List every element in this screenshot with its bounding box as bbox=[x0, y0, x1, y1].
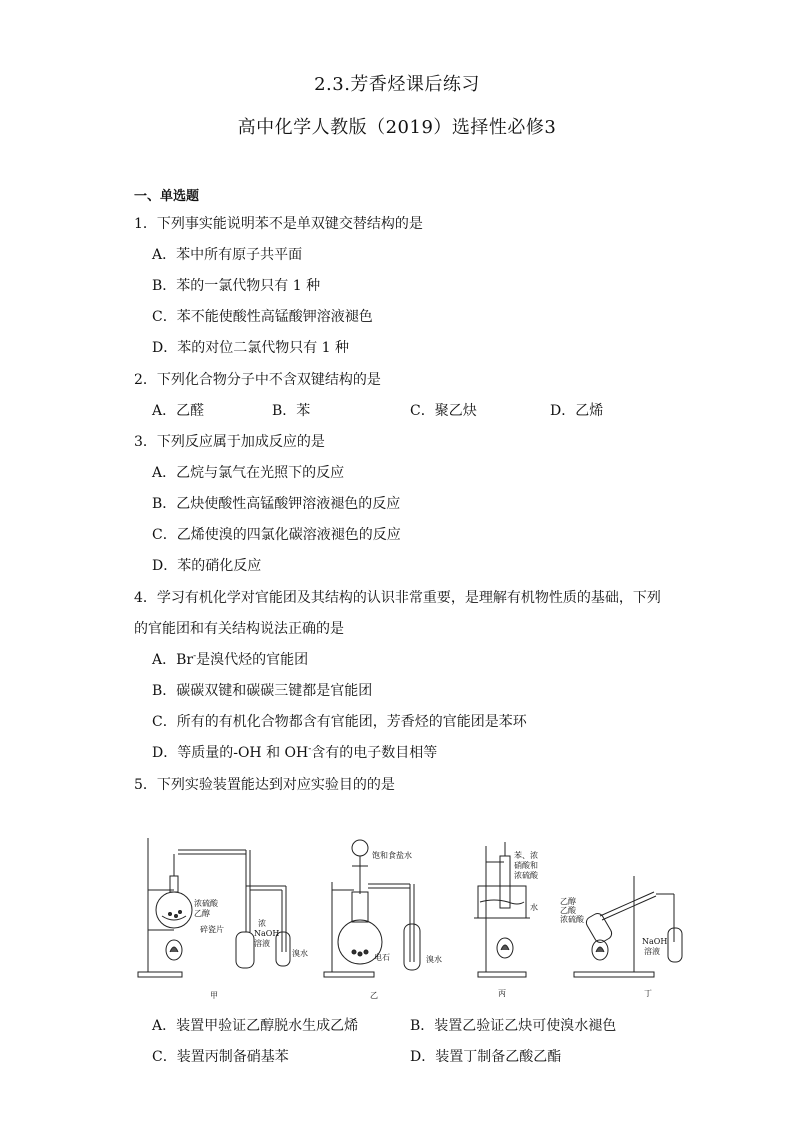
label-ding-solution: 溶液 bbox=[644, 947, 660, 956]
caption-ding: 丁 bbox=[644, 989, 652, 998]
label-ding-2: 乙酸 bbox=[560, 906, 576, 915]
question-4-option-c: C．所有的有机化合物都含有官能团，芳香烃的官能团是苯环 bbox=[152, 714, 527, 730]
label-benzene-mix-1: 苯、浓 bbox=[514, 851, 538, 860]
question-3-stem: 3．下列反应属于加成反应的是 bbox=[134, 434, 325, 450]
label-ding-naoh: NaOH bbox=[642, 937, 668, 946]
question-3-option-b: B．乙炔使酸性高锰酸钾溶液褪色的反应 bbox=[152, 496, 401, 512]
question-1-option-c: C．苯不能使酸性高锰酸钾溶液褪色 bbox=[152, 309, 373, 325]
question-3-option-a: A．乙烷与氯气在光照下的反应 bbox=[152, 465, 345, 481]
label-bromine-water-2: 溴水 bbox=[426, 955, 442, 964]
question-5-option-c: C．装置丙制备硝基苯 bbox=[152, 1049, 289, 1065]
label-brine: 饱和食盐水 bbox=[372, 851, 412, 860]
apparatus-ding bbox=[574, 876, 682, 977]
label-bromine-water: 溴水 bbox=[292, 949, 308, 958]
question-3-option-c: C．乙烯使溴的四氯化碳溶液褪色的反应 bbox=[152, 527, 401, 543]
question-4-stem-line1: 4．学习有机化学对官能团及其结构的认识非常重要，是理解有机物性质的基础，下列 bbox=[134, 590, 661, 606]
question-4-stem-line2: 的官能团和有关结构说法正确的是 bbox=[134, 621, 344, 637]
question-4-option-a: A．Br-是溴代烃的官能团 bbox=[152, 651, 309, 668]
caption-bing: 丙 bbox=[498, 989, 506, 998]
label-ding-1: 乙醇 bbox=[560, 897, 576, 906]
question-5-option-b: B．装置乙验证乙炔可使溴水褪色 bbox=[410, 1018, 617, 1034]
question-2-option-a: A．乙醛 bbox=[152, 403, 205, 419]
question-4-option-d: D．等质量的-OH 和 OH-含有的电子数目相等 bbox=[152, 744, 438, 761]
apparatus-figure bbox=[134, 832, 694, 1004]
page-subtitle: 高中化学人教版（2019）选择性必修3 bbox=[237, 117, 557, 138]
question-2-stem: 2．下列化合物分子中不含双键结构的是 bbox=[134, 372, 381, 388]
section-heading: 一、单选题 bbox=[134, 189, 200, 204]
caption-jia: 甲 bbox=[210, 991, 218, 1000]
label-naoh: NaOH bbox=[254, 929, 280, 938]
question-2-option-d: D．乙烯 bbox=[550, 403, 604, 419]
label-benzene-mix-3: 浓硫酸 bbox=[514, 871, 538, 880]
caption-yi: 乙 bbox=[370, 991, 378, 1000]
label-conc: 浓 bbox=[258, 919, 266, 928]
question-2-option-b: B．苯 bbox=[272, 403, 311, 419]
label-porcelain: 碎瓷片 bbox=[200, 925, 224, 934]
question-5-option-d: D．装置丁制备乙酸乙酯 bbox=[410, 1049, 562, 1065]
question-3-option-d: D．苯的硝化反应 bbox=[152, 558, 262, 574]
label-ding-3: 浓硫酸 bbox=[560, 915, 584, 924]
apparatus-yi bbox=[324, 840, 420, 977]
label-carbide: 电石 bbox=[374, 953, 390, 962]
question-2-option-c: C．聚乙炔 bbox=[410, 403, 477, 419]
question-1-option-d: D．苯的对位二氯代物只有 1 种 bbox=[152, 340, 350, 356]
label-ethanol: 乙醇 bbox=[194, 909, 210, 918]
question-1-stem: 1．下列事实能说明苯不是单双键交替结构的是 bbox=[134, 216, 423, 232]
question-5-option-a: A．装置甲验证乙醇脱水生成乙烯 bbox=[152, 1018, 359, 1034]
question-5-stem: 5．下列实验装置能达到对应实验目的的是 bbox=[134, 777, 395, 793]
question-1-option-a: A．苯中所有原子共平面 bbox=[152, 247, 303, 263]
label-solution: 溶液 bbox=[254, 939, 270, 948]
label-benzene-mix-2: 硝酸和 bbox=[514, 861, 538, 870]
page-title: 2.3.芳香烃课后练习 bbox=[314, 74, 480, 95]
question-1-option-b: B．苯的一氯代物只有 1 种 bbox=[152, 278, 321, 294]
question-4-option-b: B．碳碳双键和碳碳三键都是官能团 bbox=[152, 683, 373, 699]
label-conc-h2so4: 浓硫酸 bbox=[194, 899, 218, 908]
label-water: 水 bbox=[530, 903, 538, 912]
